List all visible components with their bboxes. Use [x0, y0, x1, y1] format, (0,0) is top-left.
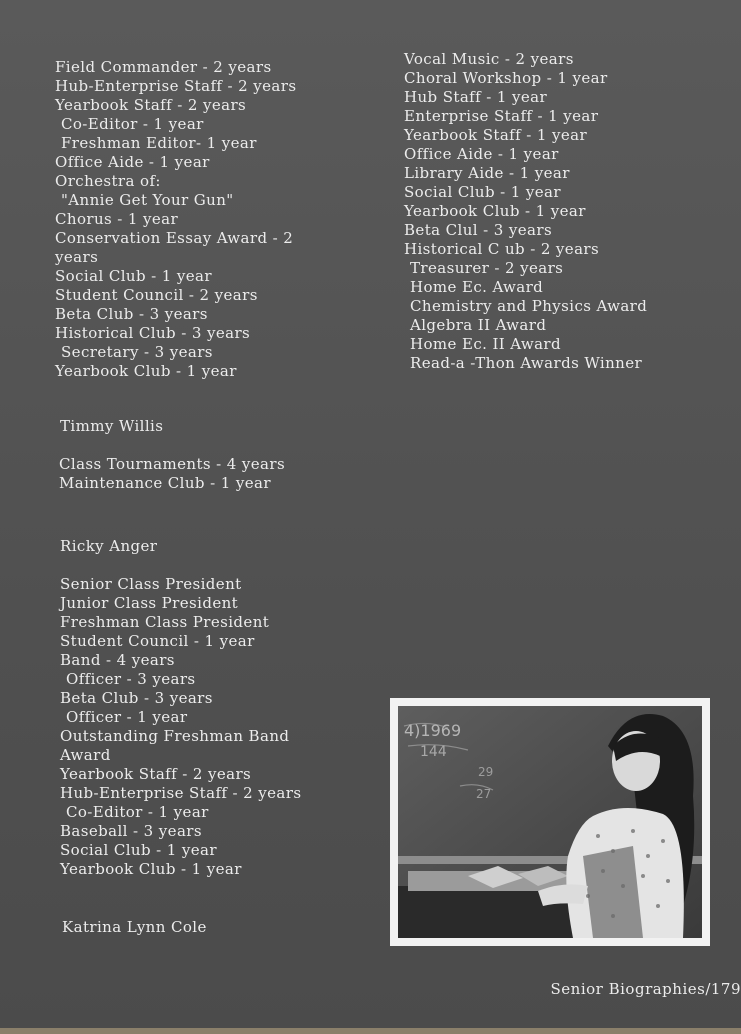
list-item: Yearbook Club - 1 year	[404, 202, 586, 220]
list-item: Yearbook Staff - 2 years	[60, 765, 252, 783]
list-item: Chorus - 1 year	[55, 210, 179, 228]
list-item: years	[55, 248, 99, 266]
list-item: Home Ec. Award	[410, 278, 544, 296]
list-item: Junior Class President	[60, 594, 239, 612]
list-item: Student Council - 2 years	[55, 286, 258, 304]
list-item: Social Club - 1 year	[55, 267, 212, 285]
list-item: Maintenance Club - 1 year	[59, 474, 271, 492]
list-item: Home Ec. II Award	[410, 335, 561, 353]
list-item: Secretary - 3 years	[61, 343, 213, 361]
biography-list-timmy	[59, 455, 285, 493]
list-item: Read-a -Thon Awards Winner	[410, 354, 643, 372]
biography-list-left	[55, 58, 296, 381]
biography-list-ricky	[60, 575, 301, 879]
list-item: Class Tournaments - 4 years	[59, 455, 286, 473]
list-item: Baseball - 3 years	[60, 822, 202, 840]
list-item: Yearbook Staff - 2 years	[55, 96, 247, 114]
list-item: Beta Clul - 3 years	[404, 221, 553, 239]
list-item: Conservation Essay Award - 2	[55, 229, 294, 247]
student-name-katrina: Katrina Lynn Cole	[62, 918, 207, 936]
list-item: Choral Workshop - 1 year	[404, 69, 608, 87]
list-item: Chemistry and Physics Award	[410, 297, 648, 315]
list-item: Historical C ub - 2 years	[404, 240, 600, 258]
chalkboard-text-1: 4)1969	[404, 721, 462, 740]
list-item: Officer - 3 years	[66, 670, 196, 688]
list-item: Algebra II Award	[410, 316, 547, 334]
list-item: Treasurer - 2 years	[410, 259, 564, 277]
list-item: Yearbook Club - 1 year	[60, 860, 242, 878]
chalkboard-text-4: 27	[476, 787, 492, 801]
list-item: Co-Editor - 1 year	[61, 115, 204, 133]
list-item: "Annie Get Your Gun"	[61, 191, 234, 209]
list-item: Outstanding Freshman Band	[60, 727, 290, 745]
chalkboard-text-2: 144	[420, 744, 447, 760]
biography-list-right	[404, 50, 647, 373]
list-item: Social Club - 1 year	[404, 183, 561, 201]
list-item: Vocal Music - 2 years	[404, 50, 574, 68]
student-name-ricky: Ricky Anger	[60, 537, 158, 555]
list-item: Beta Club - 3 years	[60, 689, 213, 707]
list-item: Field Commander - 2 years	[55, 58, 272, 76]
photo-illustration	[398, 706, 702, 938]
list-item: Band - 4 years	[60, 651, 175, 669]
list-item: Freshman Class President	[60, 613, 270, 631]
list-item: Hub Staff - 1 year	[404, 88, 548, 106]
list-item: Award	[60, 746, 111, 764]
list-item: Freshman Editor- 1 year	[61, 134, 257, 152]
list-item: Senior Class President	[60, 575, 242, 593]
list-item: Yearbook Club - 1 year	[55, 362, 237, 380]
list-item: Office Aide - 1 year	[55, 153, 210, 171]
list-item: Enterprise Staff - 1 year	[404, 107, 599, 125]
list-item: Officer - 1 year	[66, 708, 188, 726]
chalkboard-text-3: 29	[478, 765, 494, 779]
page-bottom-edge	[0, 1028, 741, 1034]
list-item: Co-Editor - 1 year	[66, 803, 209, 821]
photo-image	[398, 706, 702, 938]
student-photo	[390, 698, 710, 946]
list-item: Yearbook Staff - 1 year	[404, 126, 588, 144]
list-item: Orchestra of:	[55, 172, 161, 190]
list-item: Library Aide - 1 year	[404, 164, 570, 182]
list-item: Hub-Enterprise Staff - 2 years	[55, 77, 297, 95]
list-item: Hub-Enterprise Staff - 2 years	[60, 784, 302, 802]
list-item: Student Council - 1 year	[60, 632, 255, 650]
student-name-timmy: Timmy Willis	[60, 417, 164, 435]
list-item: Social Club - 1 year	[60, 841, 217, 859]
page-footer: Senior Biographies/179	[550, 980, 741, 998]
list-item: Historical Club - 3 years	[55, 324, 251, 342]
list-item: Office Aide - 1 year	[404, 145, 559, 163]
list-item: Beta Club - 3 years	[55, 305, 208, 323]
